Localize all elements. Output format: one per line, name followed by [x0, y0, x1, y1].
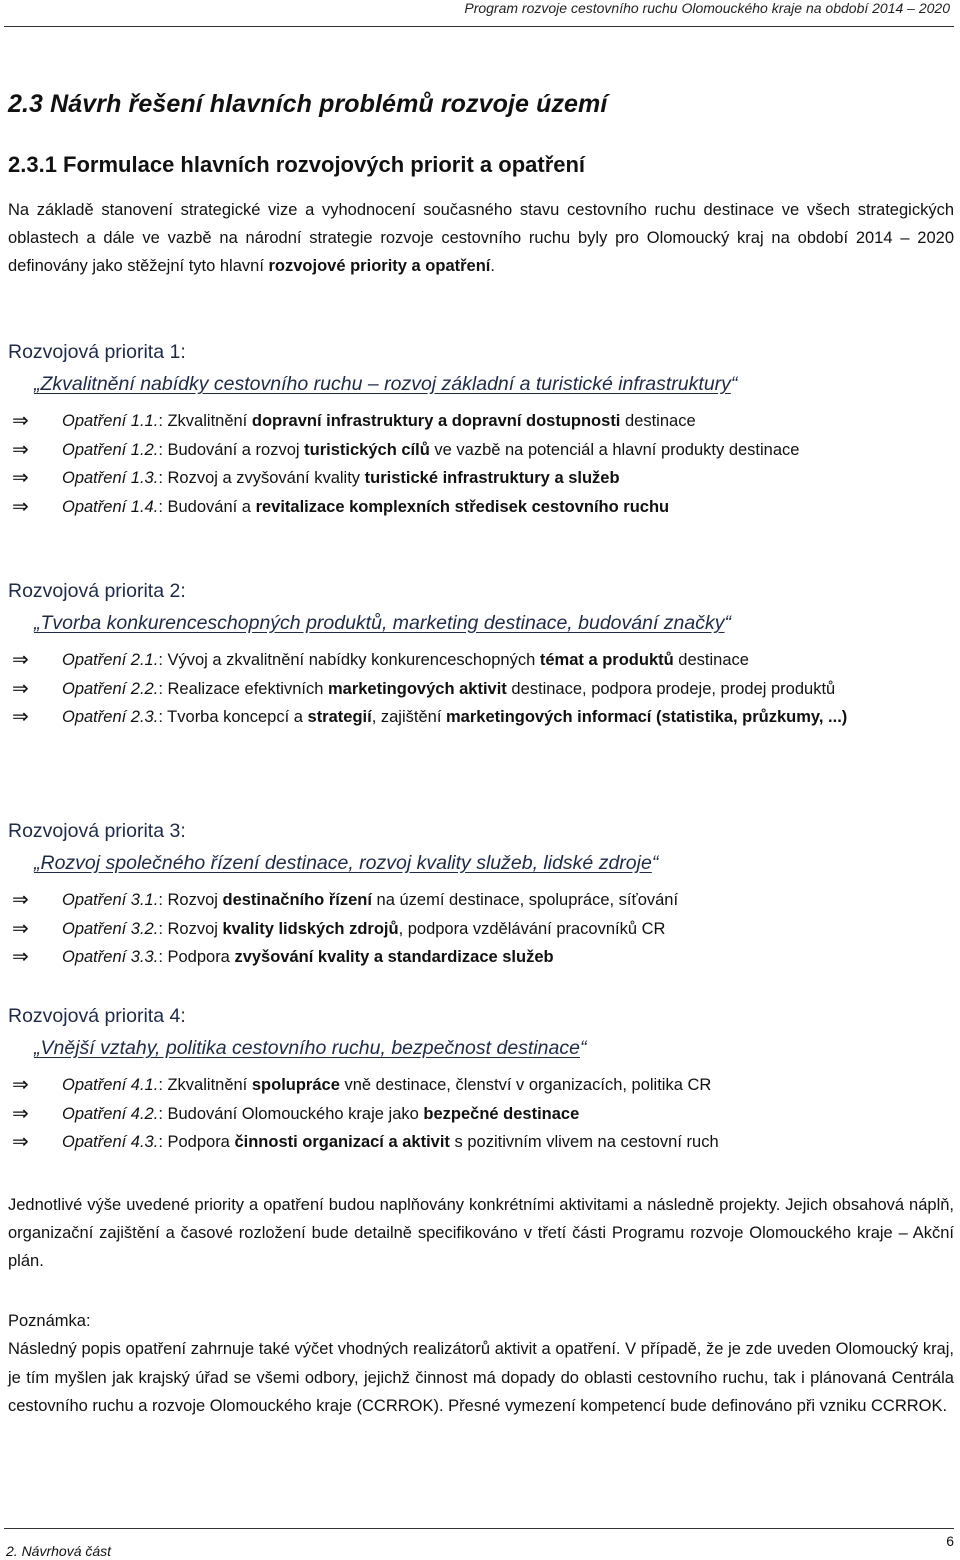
measure-keyword: marketingových informací (statistika, průzkumy, ...)	[446, 708, 848, 726]
quote-close: “	[724, 612, 731, 634]
measure-text: : Tvorba koncepcí a	[158, 708, 308, 726]
quote-open: „	[34, 1037, 41, 1059]
measure-keyword: témat a produktů	[539, 651, 674, 669]
measure-label: Opatření 2.3.	[62, 708, 159, 726]
measure-text: : Podpora	[158, 1133, 235, 1151]
measure-item	[8, 464, 954, 493]
measure-keyword: marketingových aktivit	[327, 679, 507, 698]
measure-label: Opatření 2.2.	[62, 679, 159, 698]
arrow-icon: ⇒	[12, 1074, 29, 1096]
measure-item	[8, 407, 954, 436]
measure-label: Opatření 4.3.	[62, 1133, 159, 1151]
measure-label: Opatření 4.1.	[62, 1076, 159, 1094]
priority-name-text: Tvorba konkurenceschopných produktů, marketing destinace, budování značky	[40, 612, 725, 634]
measure-keyword: kvality lidských zdrojů	[222, 919, 399, 938]
running-title: Program rozvoje cestovního ruchu Olomouckého kraje na období 2014 – 2020	[464, 0, 950, 16]
measure-item	[8, 646, 954, 675]
page-header	[4, 0, 954, 27]
footer-section: 2. Návrhová část	[6, 1543, 112, 1559]
quote-close: “	[651, 852, 659, 874]
measure-text: : Budování a rozvoj	[158, 440, 305, 459]
quote-close: “	[730, 373, 738, 395]
priority-1	[8, 337, 954, 521]
measure-text: : Budování Olomouckého kraje jako	[158, 1104, 424, 1123]
priority-heading: Rozvojová priorita 3:	[8, 820, 186, 842]
intro-end: .	[490, 257, 495, 275]
measure-item	[8, 1071, 954, 1100]
measure-text: destinace, podpora prodeje, prodej produktů	[506, 679, 836, 698]
arrow-icon: ⇒	[12, 438, 29, 461]
measure-item	[8, 1100, 954, 1129]
priority-4	[8, 1001, 954, 1157]
subsection-title: 2.3.1 Formulace hlavních rozvojových priorit a opatření	[8, 152, 586, 177]
measure-keyword: zvyšování kvality a standardizace služeb	[234, 948, 554, 966]
priority-name	[34, 367, 954, 401]
measure-text: : Vývoj a zkvalitnění nabídky konkurenceschopných	[158, 651, 540, 669]
measure-label: Opatření 4.2.	[62, 1104, 159, 1123]
measure-keyword: dopravní infrastruktury a dopravní dostupnosti	[251, 412, 621, 430]
measure-text: : Rozvoj a zvyšování kvality	[158, 469, 365, 487]
measure-keyword: činnosti organizací a aktivit	[234, 1133, 450, 1151]
intro-paragraph	[8, 196, 954, 280]
measure-item	[8, 436, 954, 465]
measure-text: , podpora vzdělávání pracovníků CR	[398, 919, 666, 938]
priority-heading: Rozvojová priorita 1:	[8, 341, 186, 363]
arrow-icon: ⇒	[12, 889, 29, 911]
measure-text: s pozitivním vlivem na cestovní ruch	[449, 1133, 719, 1151]
priority-name-text: Rozvoj společného řízení destinace, rozvoj kvality služeb, lidské zdroje	[40, 852, 652, 874]
measure-label: Opatření 1.4.	[62, 497, 159, 516]
priority-name	[34, 1031, 954, 1065]
measure-list	[8, 407, 954, 521]
measure-text: destinace	[620, 412, 696, 430]
measure-text: na území destinace, spolupráce, síťování	[371, 891, 679, 909]
priority-heading: Rozvojová priorita 4:	[8, 1005, 186, 1027]
arrow-icon: ⇒	[12, 410, 29, 432]
intro-bold: rozvojové priority a opatření	[268, 257, 491, 275]
measure-list	[8, 1071, 954, 1157]
measure-list	[8, 886, 954, 972]
measure-keyword: bezpečné destinace	[423, 1104, 580, 1123]
arrow-icon: ⇒	[12, 495, 29, 518]
measure-text: : Budování a	[158, 497, 256, 516]
measure-text: : Realizace efektivních	[158, 679, 328, 698]
arrow-icon: ⇒	[12, 649, 29, 671]
arrow-icon: ⇒	[12, 1131, 29, 1153]
arrow-icon: ⇒	[12, 946, 29, 968]
section-title: 2.3 Návrh řešení hlavních problémů rozvoje území	[8, 90, 608, 118]
measure-list	[8, 646, 954, 732]
measure-text: : Zkvalitnění	[158, 412, 252, 430]
page-number: 6	[946, 1533, 954, 1549]
arrow-icon: ⇒	[12, 1102, 29, 1125]
arrow-icon: ⇒	[12, 677, 29, 700]
quote-close: “	[579, 1037, 587, 1059]
measure-item	[8, 675, 954, 704]
priority-2	[8, 576, 954, 732]
measure-label: Opatření 1.2.	[62, 440, 159, 459]
page-footer	[4, 1528, 954, 1559]
note-heading: Poznámka:	[8, 1312, 91, 1330]
measure-text: : Zkvalitnění	[158, 1076, 252, 1094]
measure-item	[8, 943, 954, 972]
quote-open: „	[34, 373, 41, 395]
measure-keyword: turistických cílů	[304, 440, 430, 459]
measure-label: Opatření 2.1.	[62, 651, 159, 669]
measure-text: destinace	[673, 651, 749, 669]
arrow-icon: ⇒	[12, 467, 29, 489]
measure-item	[8, 493, 954, 522]
quote-open: „	[34, 852, 41, 874]
measure-item	[8, 703, 954, 732]
measure-keyword: revitalizace komplexních středisek cestovního ruchu	[255, 497, 670, 516]
measure-text: ve vazbě na potenciál a hlavní produkty destinace	[429, 440, 800, 459]
measure-keyword: turistické infrastruktury a služeb	[364, 469, 620, 487]
intro-text: Na základě stanovení strategické vize a vyhodnocení současného stavu cestovního ruchu destinace ve všech strategických oblastech a dále ve vazbě na národní strategie rozvoje cestovního ruchu byly pro Olomoucký kraj na období 2014 – 2020 definovány jako stěžejní tyto hlavní	[8, 201, 954, 275]
measure-keyword: strategií	[307, 708, 372, 726]
measure-label: Opatření 3.3.	[62, 948, 159, 966]
measure-item	[8, 1128, 954, 1157]
measure-keyword: destinačního řízení	[222, 891, 372, 909]
note-paragraph: Následný popis opatření zahrnuje také výčet vhodných realizátorů aktivit a opatření. V případě, že je zde uveden Olomoucký kraj, je tím myšlen jak krajský úřad se všemi odbory, jejichž činnost má dopady do oblasti cestovního ruchu, tak i plánovaná Centrála cestovního ruchu a rozvoje Olomouckého kraje (CCRROK). Přesné vymezení kompetencí bude definováno při vzniku CCRROK.	[8, 1340, 954, 1415]
measure-label: Opatření 1.1.	[62, 412, 159, 430]
priority-name	[34, 606, 954, 640]
measure-text: : Podpora	[158, 948, 235, 966]
priority-3	[8, 816, 954, 972]
arrow-icon: ⇒	[12, 706, 29, 728]
measure-text: , zajištění	[371, 708, 446, 726]
measure-label: Opatření 3.1.	[62, 891, 159, 909]
closing-paragraph: Jednotlivé výše uvedené priority a opatření budou naplňovány konkrétními aktivitami a následně projekty. Jejich obsahová náplň, organizační zajištění a časové rozložení bude detailně specifikováno v třetí části Programu rozvoje Olomouckého kraje – Akční plán.	[8, 1196, 954, 1270]
priority-heading: Rozvojová priorita 2:	[8, 580, 186, 602]
measure-text: vně destinace, členství v organizacích, politika CR	[339, 1076, 712, 1094]
measure-item	[8, 886, 954, 915]
measure-label: Opatření 3.2.	[62, 919, 159, 938]
quote-open: „	[34, 612, 41, 634]
measure-label: Opatření 1.3.	[62, 469, 159, 487]
measure-keyword: spolupráce	[251, 1076, 340, 1094]
measure-text: : Rozvoj	[158, 891, 223, 909]
priority-name-text: Zkvalitnění nabídky cestovního ruchu – rozvoj základní a turistické infrastruktury	[40, 373, 731, 395]
priority-name-text: Vnější vztahy, politika cestovního ruchu, bezpečnost destinace	[40, 1037, 580, 1059]
arrow-icon: ⇒	[12, 917, 29, 940]
measure-item	[8, 915, 954, 944]
priority-name	[34, 846, 954, 880]
measure-text: : Rozvoj	[158, 919, 223, 938]
